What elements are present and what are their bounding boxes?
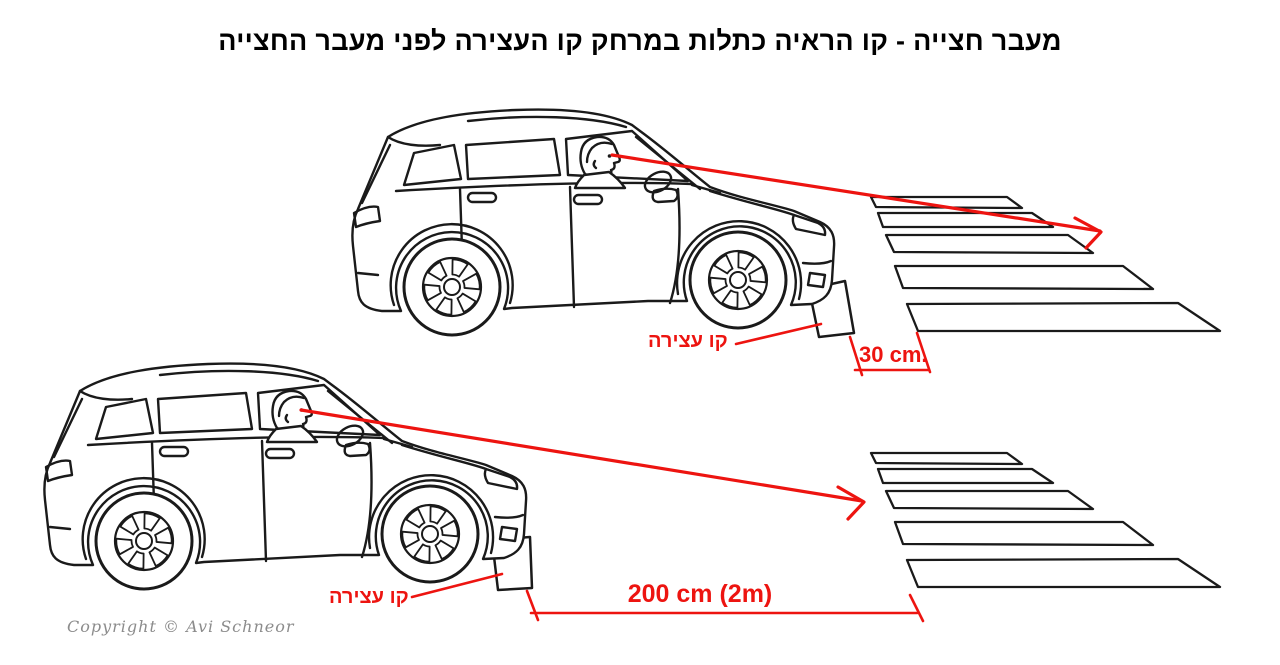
stop-line-label-near: קו עצירה <box>648 330 728 352</box>
distance-label-30cm: 30 cm. <box>859 342 928 367</box>
car-far <box>44 364 526 589</box>
copyright-text: Copyright © Avi Schneor <box>67 617 295 636</box>
distance-label-200cm: 200 cm (2m) <box>627 580 773 608</box>
stop-line-label-far: קו עצירה <box>329 586 409 608</box>
page-title: מעבר חצייה - קו הראיה כתלות במרחק קו העצירה לפני מעבר החצייה <box>218 26 1062 56</box>
scene-near-crosswalk <box>871 197 1220 331</box>
scene-far-crosswalk <box>871 453 1220 587</box>
car-near <box>352 110 834 335</box>
